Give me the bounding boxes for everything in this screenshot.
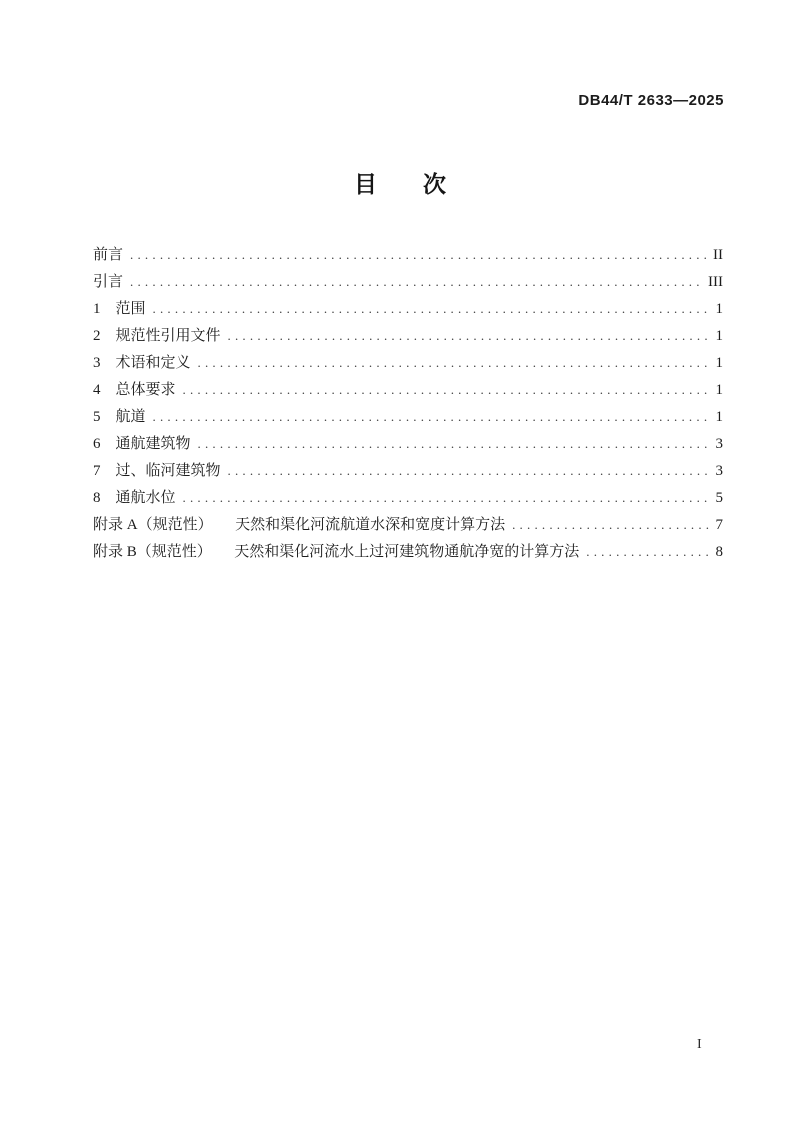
toc-entry-label: 附录 A（规范性） 天然和渠化河流航道水深和宽度计算方法	[93, 517, 506, 533]
toc-entry-page: 1	[715, 355, 723, 371]
toc-entry-appendix-a	[93, 511, 723, 538]
dot-leader	[228, 457, 711, 484]
toc-entry-page: II	[713, 247, 723, 263]
dot-leader	[228, 322, 711, 349]
toc-entry-6-navigation-structures	[93, 430, 723, 457]
dot-leader	[586, 538, 710, 565]
toc-entry-page: 5	[715, 490, 723, 506]
toc-entry-page: 3	[715, 463, 723, 479]
toc-entry-label: 2 规范性引用文件	[93, 328, 221, 344]
toc-entry-2-normative-references	[93, 322, 723, 349]
toc-entry-7-river-crossing-structures	[93, 457, 723, 484]
dot-leader	[130, 241, 708, 268]
toc-entry-page: 3	[715, 436, 723, 452]
toc-entry-label: 3 术语和定义	[93, 355, 191, 371]
toc-entry-5-channel	[93, 403, 723, 430]
toc-entry-page: III	[708, 274, 723, 290]
dot-leader	[183, 376, 711, 403]
dot-leader	[198, 349, 711, 376]
toc-entry-page: 1	[715, 328, 723, 344]
toc-entry-foreword	[93, 241, 723, 268]
page-title: 目 次	[354, 171, 446, 197]
toc-entry-4-general-requirements	[93, 376, 723, 403]
dot-leader	[153, 403, 711, 430]
dot-leader	[512, 511, 710, 538]
toc-entry-label: 引言	[93, 274, 124, 290]
dot-leader	[130, 268, 703, 295]
toc-entry-3-terms-definitions	[93, 349, 723, 376]
toc-entry-page: 1	[715, 409, 723, 425]
footer-page-number: I	[697, 1037, 702, 1052]
toc-entry-page: 1	[715, 301, 723, 317]
toc-entry-label: 前言	[93, 247, 124, 263]
toc-entry-label: 6 通航建筑物	[93, 436, 191, 452]
toc-entry-page: 7	[715, 517, 723, 533]
table-of-contents	[93, 241, 723, 565]
toc-entry-introduction	[93, 268, 723, 295]
toc-entry-page: 8	[715, 544, 723, 560]
toc-entry-8-navigable-water-level	[93, 484, 723, 511]
toc-entry-appendix-b	[93, 538, 723, 565]
standard-number: DB44/T 2633—2025	[578, 92, 724, 109]
toc-entry-label: 附录 B（规范性） 天然和渠化河流水上过河建筑物通航净宽的计算方法	[93, 544, 580, 560]
dot-leader	[153, 295, 711, 322]
toc-entry-label: 4 总体要求	[93, 382, 176, 398]
toc-entry-page: 1	[715, 382, 723, 398]
dot-leader	[183, 484, 711, 511]
toc-entry-label: 1 范围	[93, 301, 146, 317]
toc-entry-label: 5 航道	[93, 409, 146, 425]
toc-entry-label: 7 过、临河建筑物	[93, 463, 221, 479]
dot-leader	[198, 430, 711, 457]
toc-entry-1-scope	[93, 295, 723, 322]
toc-entry-label: 8 通航水位	[93, 490, 176, 506]
